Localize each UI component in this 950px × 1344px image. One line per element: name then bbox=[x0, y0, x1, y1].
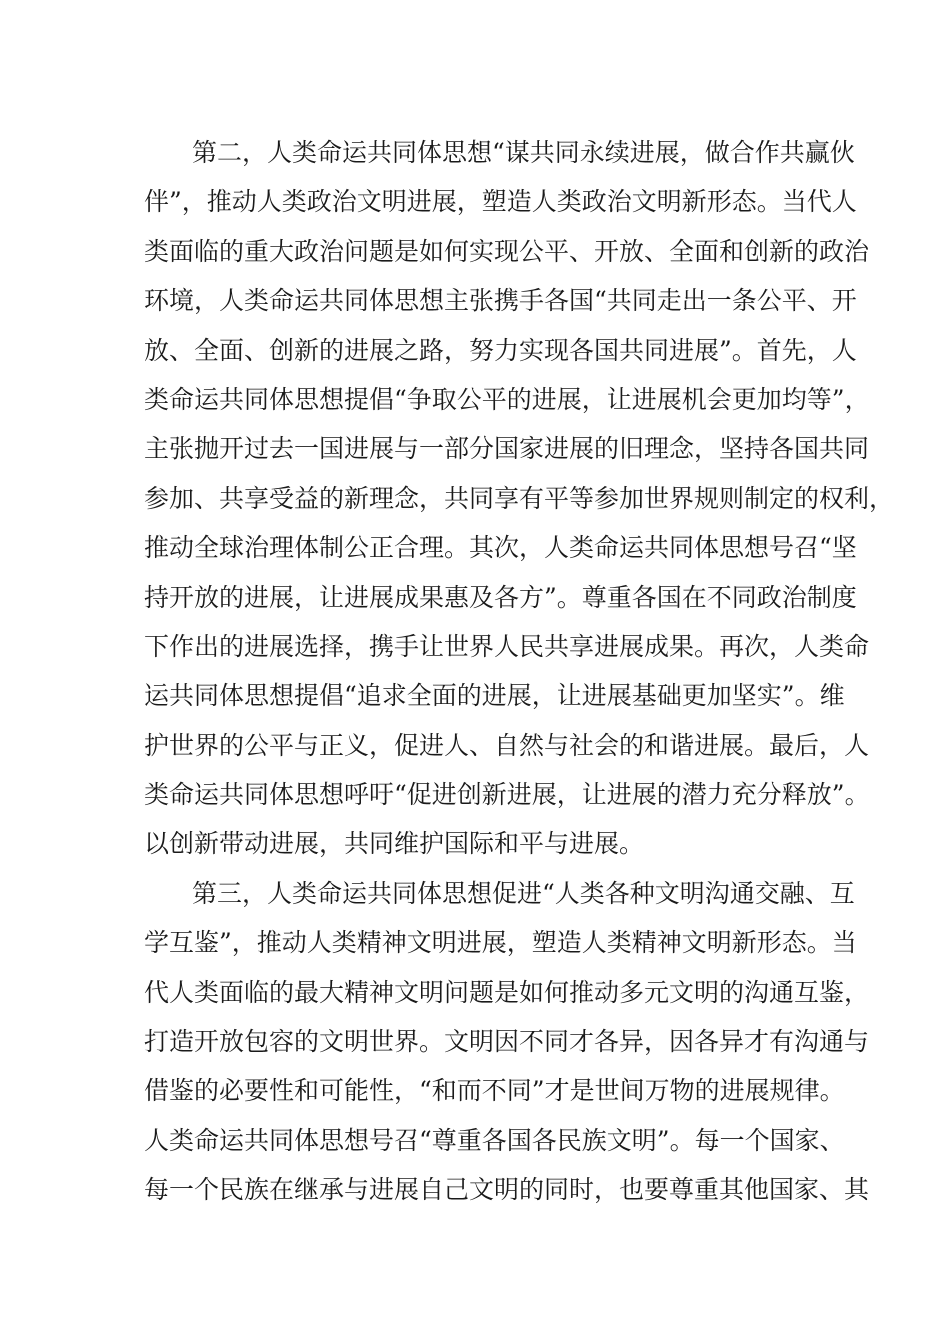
text-line: 主张抛开过去一国进展与一部分国家进展的旧理念，坚持各国共同 bbox=[144, 434, 870, 464]
text-line: 环境，人类命运共同体思想主张携手各国“共同走出一条公平、开 bbox=[144, 286, 857, 316]
text-line: 持开放的进展，让进展成果惠及各方”。尊重各国在不同政治制度 bbox=[144, 582, 857, 612]
text-line: 放、全面、创新的进展之路，努力实现各国共同进展”。首先，人 bbox=[144, 335, 857, 365]
paragraph-3 bbox=[144, 869, 870, 1215]
text-line: 类面临的重大政治问题是如何实现公平、开放、全面和创新的政治 bbox=[144, 236, 870, 266]
text-line: 推动全球治理体制公正合理。其次，人类命运共同体思想号召“坚 bbox=[144, 533, 857, 563]
text-line: 类命运共同体思想提倡“争取公平的进展，让进展机会更加均等”， bbox=[144, 384, 870, 414]
text-line: 人类命运共同体思想号召“尊重各国各民族文明”。每一个国家、 bbox=[144, 1125, 845, 1155]
text-line: 运共同体思想提倡“追求全面的进展，让进展基础更加坚实”。维 bbox=[144, 681, 845, 711]
body-text bbox=[144, 128, 895, 1215]
text-line: 下作出的进展选择，携手让世界人民共享进展成果。再次，人类命 bbox=[144, 631, 870, 661]
text-line: 伴”，推动人类政治文明进展，塑造人类政治文明新形态。当代人 bbox=[144, 187, 857, 217]
text-line: 代人类面临的最大精神文明问题是如何推动多元文明的沟通互鉴， bbox=[144, 977, 870, 1007]
text-line: 打造开放包容的文明世界。文明因不同才各异，因各异才有沟通与 bbox=[144, 1027, 870, 1057]
text-line: 第三，人类命运共同体思想促进“人类各种文明沟通交融、互 bbox=[192, 878, 855, 908]
text-line: 类命运共同体思想呼吁“促进创新进展，让进展的潜力充分释放”。 bbox=[144, 780, 870, 810]
text-line: 学互鉴”，推动人类精神文明进展，塑造人类精神文明新形态。当 bbox=[144, 928, 857, 958]
text-line: 借鉴的必要性和可能性，“和而不同”才是世间万物的进展规律。 bbox=[144, 1076, 845, 1106]
text-line: 每一个民族在继承与进展自己文明的同时，也要尊重其他国家、其 bbox=[144, 1175, 870, 1205]
text-line: 第二，人类命运共同体思想“谋共同永续进展，做合作共赢伙 bbox=[192, 138, 855, 167]
text-line: 参加、共享受益的新理念，共同享有平等参加世界规则制定的权利， bbox=[144, 483, 895, 513]
paragraph-2 bbox=[144, 128, 895, 869]
text-line: 以创新带动进展，共同维护国际和平与进展。 bbox=[144, 829, 645, 859]
text-line: 护世界的公平与正义，促进人、自然与社会的和谐进展。最后，人 bbox=[144, 730, 870, 760]
